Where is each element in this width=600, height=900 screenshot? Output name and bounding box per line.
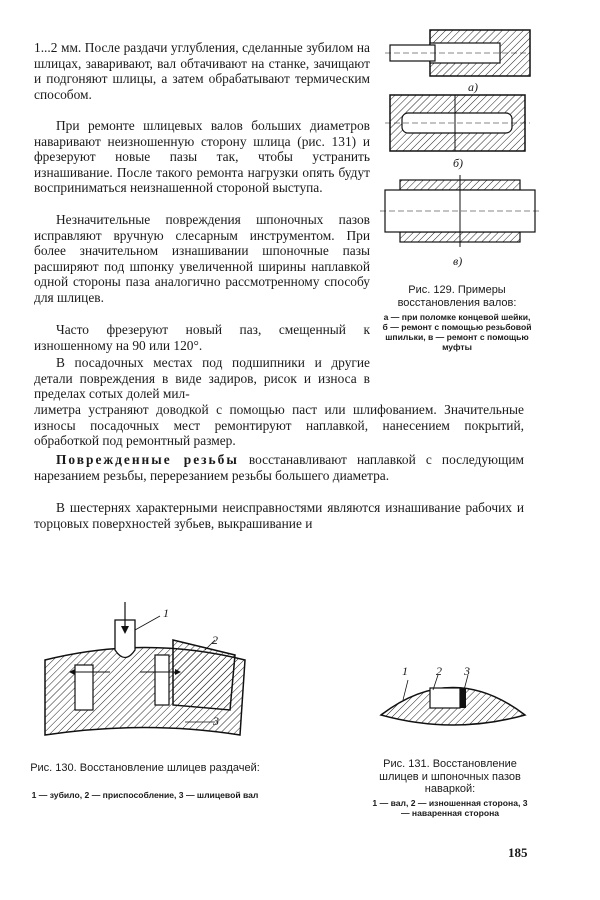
fig130-caption-legend: 1 — зубило, 2 — приспособление, 3 — шлицевой вал bbox=[31, 790, 259, 800]
fig131-callout-3: 3 bbox=[464, 664, 470, 678]
fig129-label-v: в) bbox=[453, 254, 463, 268]
paragraph-5-end: лиметра устраняют доводкой с помощью паст или шлифованием. Значительные износы посадочных мест ремонтируют наплавкой, нанесением покрытий, обработкой под ремонтный размер. bbox=[34, 402, 524, 448]
fig131-welded-side bbox=[460, 688, 466, 708]
fig129-label-a: а) bbox=[468, 80, 478, 94]
fig130-caption-title: Рис. 130. Восстановление шлицев раздачей: bbox=[30, 762, 260, 774]
fig131-callout-1: 1 bbox=[402, 664, 408, 678]
fig130-callout-1: 1 bbox=[163, 606, 169, 620]
paragraph-7: В шестернях характерными неисправностями являются изнашивание рабочих и торцовых поверхностей зубьев, выкрашивание и bbox=[34, 500, 524, 531]
fig129-caption-legend: а — при поломке концевой шейки, б — ремонт с помощью резьбовой шпильки, в — ремонт с помощью муфты bbox=[382, 312, 532, 352]
fig129-a-drawing bbox=[385, 30, 530, 76]
paragraph-4: Часто фрезеруют новый паз, смещенный к изношенному на 90 или 120°. bbox=[34, 322, 370, 353]
figure-130-drawing bbox=[35, 600, 265, 750]
fig131-keyway bbox=[430, 688, 460, 708]
fig130-callout-3: 3 bbox=[213, 714, 219, 728]
paragraph-6 bbox=[34, 452, 524, 483]
page-number: 185 bbox=[508, 845, 528, 860]
paragraph-5-start: В посадочных местах под подшипники и другие детали повреждения в виде задиров, рисок и износа в пределах сотых долей мил- bbox=[34, 355, 370, 401]
fig130-fixture bbox=[173, 640, 235, 710]
figure-129-drawing bbox=[380, 25, 550, 305]
paragraph-1: 1...2 мм. После раздачи углубления, сделанные зубилом на шлицах, заваривают, вал обтачивают на станке, зачищают и подгоняют шлицы, а затем обрабатывают термическим способом. bbox=[34, 40, 370, 102]
fig129-b-drawing bbox=[385, 95, 530, 151]
fig129-v-drawing bbox=[380, 175, 540, 247]
fig131-caption-title: Рис. 131. Восстановление шлицев и шпоночных пазов наваркой: bbox=[379, 758, 521, 795]
figure-131-drawing bbox=[378, 660, 528, 750]
fig130-callout-2: 2 bbox=[212, 633, 218, 647]
fig131-caption-legend: 1 — вал, 2 — изношенная сторона, 3 — наваренная сторона bbox=[372, 798, 528, 818]
paragraph-3: Незначительные повреждения шпоночных пазов исправляют вручную слесарным инструментом. При более значительном изнашивании шпоночные пазы расширяют под шпонку увеличенной ширины наплавкой одной стороны паза аналогично рассмотренному способу для шлицев. bbox=[34, 212, 370, 305]
fig129-label-b: б) bbox=[453, 156, 464, 170]
fig129-caption-title: Рис. 129. Примеры восстановления валов: bbox=[397, 284, 517, 309]
paragraph-6-rest: восстанавливают наплавкой с последующим нарезанием резьбы, перерезанием резьбы большего диаметра. bbox=[34, 452, 524, 483]
threads-emphasis: Поврежденные резьбы bbox=[56, 452, 239, 467]
paragraph-2: При ремонте шлицевых валов больших диаметров наваривают неизношенную сторону шлица (рис. 131) и фрезеруют новые пазы так, чтобы устранить изнашивание. После такого ремонта нагрузки опять будут восприниматься неизнашенной стороной выступа. bbox=[34, 118, 370, 195]
fig131-callout-2: 2 bbox=[436, 664, 442, 678]
